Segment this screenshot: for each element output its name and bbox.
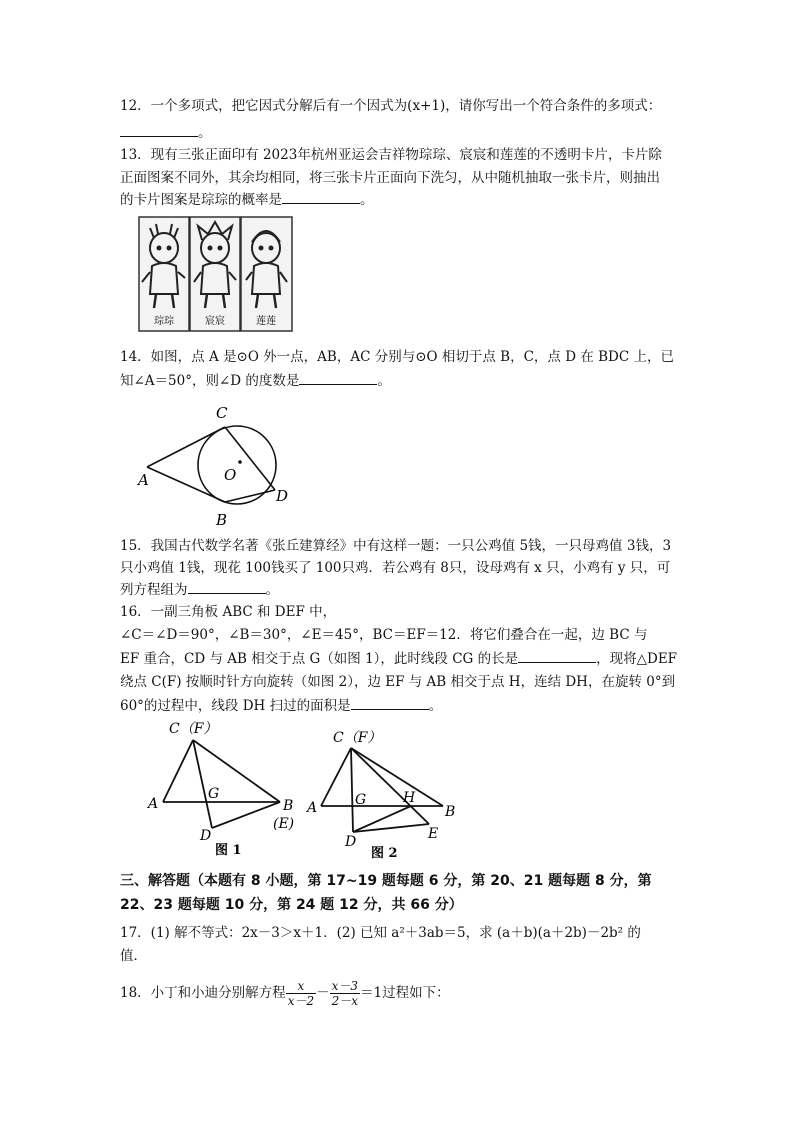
fig1-label-a: A xyxy=(148,796,159,812)
q15-line2: 只小鸡值 1钱，现花 100钱买了 100只鸡．若公鸡有 8只，设母鸡有 x 只，小鸡有 y 只，可 xyxy=(120,560,671,576)
fig2-label-h: H xyxy=(403,790,416,806)
fig2-side-ca xyxy=(321,748,351,806)
q18-frac1-denominator: x－2 xyxy=(287,993,315,1008)
q13-answer-blank[interactable] xyxy=(282,191,360,204)
label-c: C xyxy=(216,404,228,422)
label-b: B xyxy=(216,511,228,529)
card-label-lianlian: 莲莲 xyxy=(256,316,276,327)
fig2-side-de xyxy=(353,824,429,832)
q15-end: 。 xyxy=(265,582,279,598)
q16-figure-1 xyxy=(145,716,318,862)
center-dot xyxy=(238,460,242,464)
label-o: O xyxy=(224,466,237,484)
q14-line2-text: 知∠A＝50°，则∠D 的度数是 xyxy=(120,373,300,389)
fig2-label-cf: C（F） xyxy=(333,730,382,746)
fig2-label-g: G xyxy=(355,792,367,808)
section3-heading-line1: 三、解答题（本题有 8 小题，第 17~19 题每题 6 分，第 20、21 题每题 8 分，第 xyxy=(120,873,652,889)
q16-line5 xyxy=(120,697,442,715)
fig2-label-e: E xyxy=(428,826,439,842)
fig2-side-cd xyxy=(351,748,353,832)
q13-line3-text: 的卡片图案是琮琮的概率是 xyxy=(120,192,282,208)
tangent-ac xyxy=(147,427,225,467)
q16-answer-blank-1[interactable] xyxy=(518,650,596,663)
fig1-label-b: B xyxy=(283,798,294,814)
q13-line3 xyxy=(120,191,374,209)
q15-answer-blank[interactable] xyxy=(188,581,266,594)
fig1-label-d: D xyxy=(200,828,212,844)
q14-circle-figure xyxy=(136,398,306,530)
q12-line1: 12．一个多项式，把它因式分解后有一个因式为(x+1)，请你写出一个符合条件的多项式： xyxy=(120,98,662,114)
q13-end: 。 xyxy=(360,192,374,208)
card-label-congcong: 琮琮 xyxy=(154,316,174,327)
fig1-label-e: (E) xyxy=(273,816,295,832)
q13-line2: 正面图案不同外，其余均相同，将三张卡片正面向下洗匀，从中随机抽取一张卡片，则抽出 xyxy=(120,170,660,186)
fig1-side-cb xyxy=(193,740,280,802)
q18-frac2-numerator: x－3 xyxy=(331,978,358,993)
q15-line1: 15．我国古代数学名著《张丘建算经》中有这样一题：一只公鸡值 5钱，一只母鸡值 3钱，3 xyxy=(120,538,672,554)
q16-line4: 绕点 C(F) 按顺时针方向旋转（如图 2），边 EF 与 AB 相交于点 H，连结 DH，在旋转 0°到 xyxy=(120,674,676,690)
fig2-label-b: B xyxy=(445,804,456,820)
fig2-label-a: A xyxy=(307,800,318,816)
fig2-caption: 图 2 xyxy=(371,846,398,861)
card-label-chenchen: 宸宸 xyxy=(205,316,225,327)
mascot-cards-figure xyxy=(138,216,294,332)
fig1-caption: 图 1 xyxy=(215,843,242,858)
q12-end: 。 xyxy=(198,125,212,141)
q18-line1 xyxy=(120,976,450,1010)
q18-prefix: 18．小丁和小迪分别解方程 xyxy=(120,985,286,1001)
q15-line3 xyxy=(120,581,279,599)
q18-suffix: ＝1过程如下： xyxy=(360,985,450,1001)
fig2-label-d: D xyxy=(345,834,357,850)
q13-line1: 13．现有三张正面印有 2023年杭州亚运会吉祥物琮琮、宸宸和莲莲的不透明卡片，卡片除 xyxy=(120,147,662,163)
q18-minus: － xyxy=(316,985,330,1001)
q12-answer-blank[interactable] xyxy=(120,124,198,137)
q17-line1: 17．(1) 解不等式：2x－3＞x＋1．(2) 已知 a²＋3ab＝5，求 (a＋b)(a＋2b)－2b² 的 xyxy=(120,925,641,941)
q16-line1: 16．一副三角板 ABC 和 DEF 中， xyxy=(120,604,337,620)
fig1-side-ca xyxy=(163,740,193,802)
q16-line3-text-b: ，现将△DEF xyxy=(596,651,678,667)
q16-answer-blank-2[interactable] xyxy=(351,697,429,710)
q16-line3-text: EF 重合，CD 与 AB 相交于点 G（如图 1），此时线段 CG 的长是 xyxy=(120,651,519,667)
q18-fraction-2 xyxy=(330,979,360,1008)
q18-fraction-1 xyxy=(286,979,316,1008)
section3-heading-line2: 22、23 题每题 10 分，第 24 题 12 分，共 66 分） xyxy=(120,897,463,913)
mascot-card-chenchen xyxy=(190,217,240,331)
q16-line3 xyxy=(120,650,677,668)
q16-figure-2 xyxy=(305,724,475,864)
q18-frac2-denominator: 2－x xyxy=(331,993,358,1008)
fig1-side-cd xyxy=(193,740,212,828)
q12-line2 xyxy=(120,124,212,142)
chord-bd xyxy=(225,490,275,502)
mascot-card-congcong xyxy=(139,217,189,331)
fig1-side-de xyxy=(212,802,280,828)
mascot-card-lianlian xyxy=(241,217,292,331)
fig2-side-ce xyxy=(351,748,429,824)
q16-line5-text: 60°的过程中，线段 DH 扫过的面积是 xyxy=(120,698,351,714)
fig1-label-g: G xyxy=(208,786,220,802)
q14-end: 。 xyxy=(377,373,391,389)
q14-answer-blank[interactable] xyxy=(299,372,377,385)
q15-line3-text: 列方程组为 xyxy=(120,582,188,598)
fig1-label-cf: C（F） xyxy=(169,721,218,737)
q16-end: 。 xyxy=(428,698,443,714)
label-a: A xyxy=(138,471,149,489)
q14-line1: 14．如图，点 A 是⊙O 外一点，AB，AC 分别与⊙O 相切于点 B，C，点 D 在 BDC 上，已 xyxy=(120,349,674,365)
q17-line2: 值． xyxy=(120,948,147,964)
q18-frac1-numerator: x xyxy=(286,979,316,994)
tangent-ab xyxy=(147,467,225,502)
label-d: D xyxy=(276,487,289,505)
q16-line2: ∠C＝∠D＝90°，∠B＝30°，∠E＝45°，BC＝EF＝12．将它们叠合在一起，边 BC 与 xyxy=(120,627,648,643)
q14-line2 xyxy=(120,372,391,390)
